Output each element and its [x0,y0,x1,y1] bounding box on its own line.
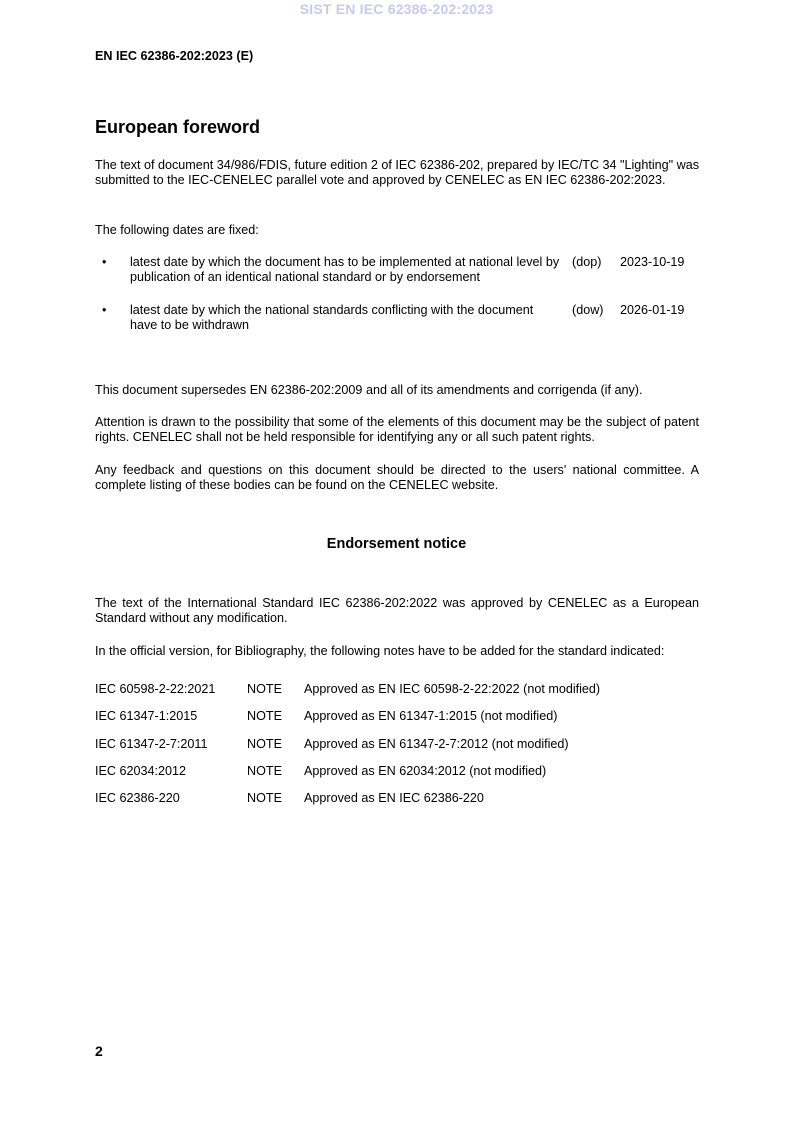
foreword-paragraph-3: This document supersedes EN 62386-202:2009 and all of its amendments and corrigenda (if any). [95,383,643,397]
date-list-item-code: (dop) [572,255,602,269]
date-list-item-text: latest date by which the document has to be implemented at national level by publication of an identical national standard or by endorsement [130,255,560,284]
bibliography-standard: IEC 61347-2-7:2011 [95,737,208,751]
bibliography-note-label: NOTE [247,764,282,778]
date-list-item-text: latest date by which the national standards conflicting with the document have to be withdrawn [130,303,534,332]
page-number: 2 [95,1043,103,1059]
endorsement-paragraph-2: In the official version, for Bibliography, the following notes have to be added for the standard indicated: [95,644,665,658]
bibliography-standard: IEC 60598-2-22:2021 [95,682,216,696]
date-list-item-dow [95,303,699,333]
date-list-item-date: 2026-01-19 [620,303,685,317]
bullet-icon: • [102,303,107,317]
date-list-item-dop [95,255,699,285]
bibliography-note-row [95,737,699,753]
bibliography-note-row [95,791,699,807]
date-list-item-code: (dow) [572,303,604,317]
bibliography-approval: Approved as EN 62034:2012 (not modified) [304,764,547,778]
watermark: SIST EN IEC 62386-202:2023 [299,1,494,17]
foreword-paragraph-5: Any feedback and questions on this document should be directed to the users' national committee. A complete listing of these bodies can be found on the CENELEC website. [95,463,699,492]
bullet-icon: • [102,255,107,269]
bibliography-note-row [95,682,699,698]
bibliography-approval: Approved as EN 61347-2-7:2012 (not modified) [304,737,569,751]
bibliography-note-label: NOTE [247,791,282,805]
endorsement-paragraph-1: The text of the International Standard IEC 62386-202:2022 was approved by CENELEC as a European Standard without any modification. [95,596,699,625]
foreword-paragraph-4: Attention is drawn to the possibility that some of the elements of this document may be the subject of patent rights. CENELEC shall not be held responsible for identifying any or all such patent rights. [95,415,699,444]
foreword-title: European foreword [95,117,261,137]
bibliography-note-label: NOTE [247,682,282,696]
bibliography-note-row [95,764,699,780]
bibliography-approval: Approved as EN IEC 60598-2-22:2022 (not modified) [304,682,601,696]
bibliography-note-label: NOTE [247,737,282,751]
bibliography-approval: Approved as EN IEC 62386-220 [304,791,484,805]
date-list-item-date: 2023-10-19 [620,255,685,269]
foreword-paragraph-1: The text of document 34/986/FDIS, future edition 2 of IEC 62386-202, prepared by IEC/TC 34 "Lighting" was submitted to the IEC-CENELEC parallel vote and approved by CENELEC as EN IEC 62386-202:2023. [95,158,699,187]
bibliography-note-row [95,709,699,725]
bibliography-standard: IEC 61347-1:2015 [95,709,198,723]
bibliography-standard: IEC 62386-220 [95,791,180,805]
bibliography-note-label: NOTE [247,709,282,723]
bibliography-approval: Approved as EN 61347-1:2015 (not modified) [304,709,558,723]
bibliography-standard: IEC 62034:2012 [95,764,187,778]
document-reference-header: EN IEC 62386-202:2023 (E) [95,49,254,63]
foreword-paragraph-2: The following dates are fixed: [95,223,259,237]
endorsement-title: Endorsement notice [326,536,467,552]
